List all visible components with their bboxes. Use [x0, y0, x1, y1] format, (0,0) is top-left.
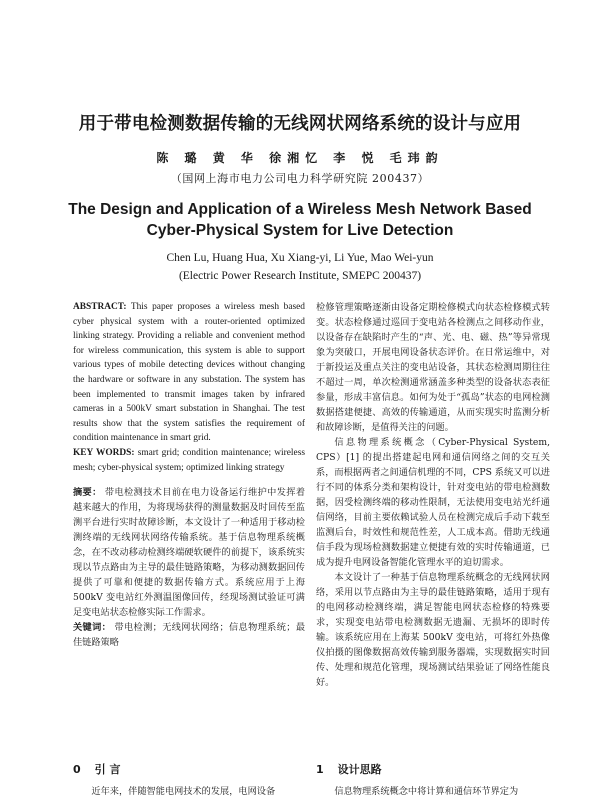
section-number: 1 [316, 763, 324, 776]
intro-first-line: 近年来，伴随智能电网技术的发展，电网设备 [91, 786, 276, 797]
chinese-authors: 陈 璐 黄 华 徐湘忆 李 悦 毛玮韵 [156, 151, 444, 165]
english-abstract [73, 300, 305, 446]
left-column [73, 300, 305, 650]
abstract-label: ABSTRACT: [73, 302, 127, 312]
cn-abstract-text: 带电检测技术目前在电力设备运行维护中发挥着越来越大的作用，为将现场获得的测量数据及时回传至监测平台进行实时故障诊断，本文设计了一种适用于移动检测终端的无线网状网络传输系统。基于信息物理系统概念，在不改动移动检测终端硬软硬件的前提下，该系统实现以节点路由为主导的最佳链路策略，为移动测数据回传提供了可靠和便捷的数据传输方式。系统应用于上海 500kV 变电站红外测温图像回传，经现场测试验证可满足变电站状态检修实际工作需求。 [73, 487, 306, 619]
chinese-keywords [73, 620, 305, 650]
section-number: 0 [73, 763, 81, 776]
english-keywords [73, 446, 305, 475]
design-first-line: 信息物理系统概念中将计算和通信环节界定为 [334, 786, 519, 797]
chinese-title: 用于带电检测数据传输的无线网状网络系统的设计与应用 [78, 114, 522, 134]
english-authors: Chen Lu, Huang Hua, Xu Xiang-yi, Li Yue, Mao Wei-yun [166, 252, 434, 264]
paragraph-3: 本文设计了一种基于信息物理系统概念的无线网状网络，采用以节点路由为主导的最佳链路策略，适用于现有的电网移动检测终端，满足智能电网状态检修的特殊要求，实现变电站带电检测数据无遗漏、无损坏的即时传输。该系统应用在上海某 500kV 变电站，可将红外热像仪拍摄的图像数据高效传输到服务器端，实现数据实时回传、处理和规范化管理，现场测试结果验证了网络性能良好。 [316, 572, 550, 688]
cn-keywords-text: 带电检测；无线网状网络；信息物理系统；最佳链路策略 [73, 622, 306, 649]
section-heading-introduction [73, 761, 121, 777]
paragraph-1: 检修管理策略逐渐由设备定期检修模式向状态检修模式转变。状态检修通过巡回于变电站各检测点之间移动作业，以设备存在缺陷时产生的“声、光、电、磁、热”等异常现象为突破口，开展电网设备状态评价。在日常运维中，对于新投运及重点关注的变电站设备，其状态检测周期往往不超过一周，单次检测通常涵盖多种类型的设备状态表征参量，形成丰富信息。如何为处于“孤岛”状态的电网检测数据搭建便捷、高效的传输通道，从而实现实时监测分析和故障诊断，是值得关注的问题。 [316, 302, 550, 433]
paragraph-2: 信息物理系统概念（Cyber-Physical System, CPS）[1] 的提出搭建起电网和通信网络之间的交互关系，而根据两者之间通信机理的不同，CPS 系统又可以进行不同的体系分类和架构设计，针对变电站的带电检测数据，因受检测终端的移动性限制，无法使用变电站光纤通信网络，目前主要依赖试验人员在检测完成后手动下载至监测后台，时效性和规范性差，人工成本高。借助无线通信手段为现场检测数据建立便捷有效的实时传输通道，已成为提升电网设备智能化管理水平的迫切需求。 [316, 437, 550, 568]
keywords-text: smart grid; condition maintenance; wireless mesh; cyber-physical system; optimized linking strategy [73, 447, 305, 473]
english-title-line-1: The Design and Application of a Wireless Mesh Network Based [68, 201, 532, 218]
english-title-line-2: Cyber-Physical System for Live Detection [146, 222, 454, 239]
english-title [40, 199, 560, 241]
chinese-affiliation: （国网上海市电力公司电力科学研究院 200437） [170, 172, 430, 185]
cn-abstract-label: 摘要： [73, 487, 102, 499]
section-title: 设计思路 [337, 763, 382, 776]
keywords-label: KEY WORDS: [73, 447, 135, 458]
right-column [316, 300, 550, 690]
section-heading-design [316, 761, 382, 777]
chinese-abstract [73, 485, 305, 620]
english-affiliation: (Electric Power Research Institute, SMEPC 200437) [178, 270, 422, 282]
section-title: 引 言 [94, 763, 121, 776]
cn-keywords-label: 关键词： [73, 622, 112, 634]
abstract-text: This paper proposes a wireless mesh based cyber physical system with a router-oriented optimized linking strategy. Providing a reliable and convenient method for wireless communication, this system is able to support various types of mobile detecting devices without changing the hardware or software in any substation. The system has been implemented to transmit images taken by infrared cameras in a 500kV smart substation in Shanghai. The test results show that the system satisfies the requirement of condition maintenance in smart grid. [73, 302, 305, 444]
